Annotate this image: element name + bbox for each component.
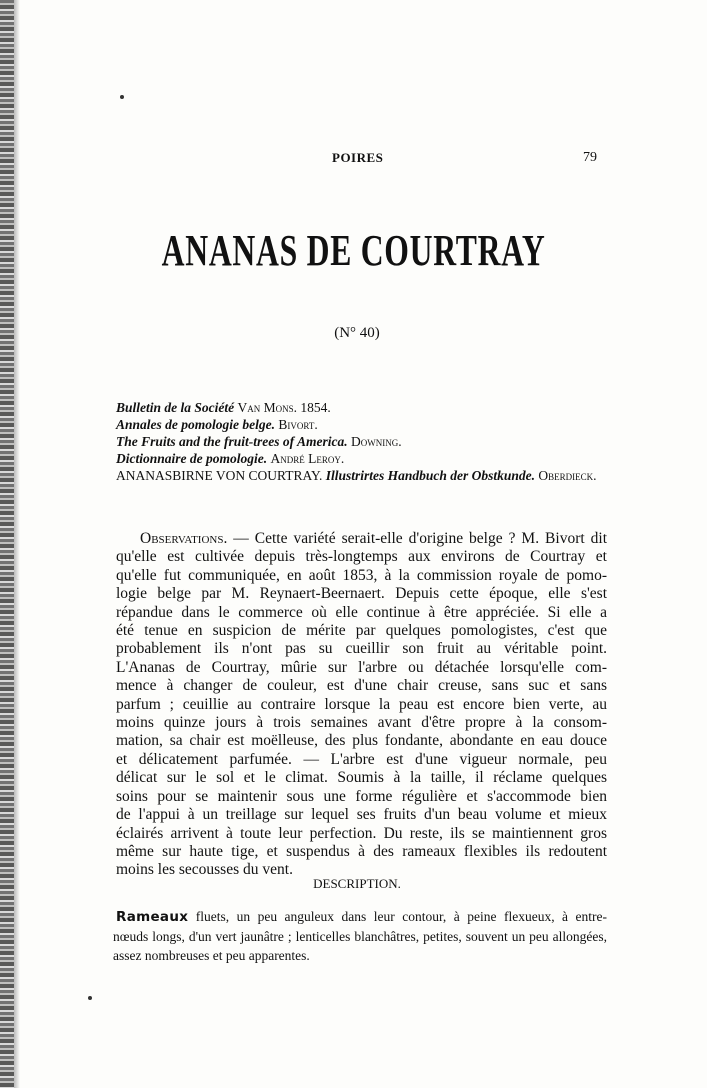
text-line: L'Ananas de Courtray, mûrie sur l'arbre ou détachée lorsqu'elle com- [116,658,607,676]
text-line: moins les secousses du vent. [116,861,293,879]
text-line: délicat sur le sol et le climat. Soumis à la taille, il réclame quelques [116,769,607,787]
text-line: été tenue en suspicion de mérite par quelques pomologistes, c'est que [116,622,607,640]
references [116,399,597,484]
reference: Dictionnaire de pomologie. André Leroy. [116,451,345,466]
running-title: POIRES [332,150,384,165]
text-line: Rameaux fluets, un peu anguleux dans leur contour, à peine flexueux, à entre- [116,909,607,925]
page-title: ANANAS DE COURTRAY [161,226,546,275]
speck [88,996,92,1000]
text-line: qu'elle est cultivée depuis très-longtemps aux environs de Courtray et [116,548,607,566]
text-line: mence à changer de couleur, est d'une chair creuse, sans suc et sans [116,677,607,695]
reference: ANANASBIRNE VON COURTRAY. Illustrirtes Handbuch der Obstkunde. Oberdieck. [116,468,597,483]
reference: The Fruits and the fruit-trees of America. Downing. [116,434,402,449]
scan-edge-shadow [14,0,20,1088]
text-line: nœuds longs, d'un vert jaunâtre ; lenticelles blanchâtres, petites, souvent un peu allongées, [113,929,607,944]
text-line: soins pour se maintenir sous une forme régulière et s'accommode bien [116,787,607,805]
text-line: moins quinze jours à trois semaines avant d'être propre à la consom- [116,714,607,732]
text-line: mation, sa chair est moëlleuse, des plus fondante, abondante en eau douce [116,732,607,750]
text-line: Observations. — Cette variété serait-elle d'origine belge ? M. Bivort dit [140,530,607,547]
scan-edge [0,0,14,1088]
text-line: probablement ils n'ont pas su cueillir son fruit au véritable point. [116,640,607,658]
variety-number: (N° 40) [334,325,380,341]
text-line: éclairés arrivent à toute leur perfection. Du reste, ils se maintiennent gros [116,824,607,842]
text-line: de l'appui à un treillage sur lequel ses fruits d'un beau volume et mieux [116,806,607,824]
text-line: qu'elle fut communiquée, en août 1853, à la commission royale de pomo- [116,566,607,584]
paragraph-label: Rameaux [116,909,189,925]
page-number: 79 [583,150,597,165]
speck [120,95,124,99]
reference: Annales de pomologie belge. Bivort. [116,417,318,432]
text-line: répandue dans le commerce où elle continue à être appréciée. Si elle a [116,603,607,621]
paragraph-label: Observations. [140,530,228,547]
description-heading: DESCRIPTION. [313,876,401,891]
text-line: même sur haute tige, et suspendus à des rameaux flexibles ils redoutent [116,842,607,860]
text-line: logie belge par M. Reynaert-Beernaert. Depuis cette époque, elle s'est [116,585,607,603]
text-line: et délicatement parfumée. — L'arbre est d'une vigueur normale, peu [116,750,607,768]
text-line: parfum ; ceuillie au contraire lorsque la peau est encore bien verte, au [116,695,607,713]
reference: Bulletin de la Société Van Mons. 1854. [116,400,331,415]
text-line: assez nombreuses et peu apparentes. [113,948,310,963]
observations-paragraph [116,530,607,880]
description-paragraph [113,907,607,965]
